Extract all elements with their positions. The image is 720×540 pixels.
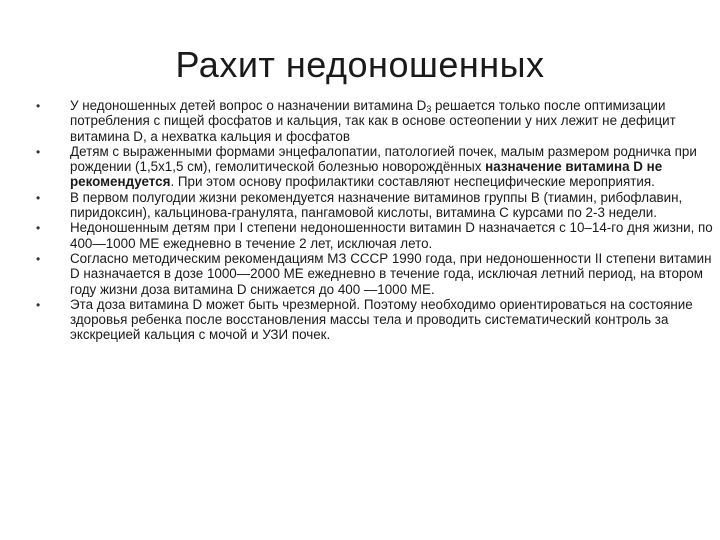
bullet-text-end: решается только после оптимизации потребления с пищей фосфатов и кальция, так как в основе остеопении у них лежит не дефицит витамина D, а нехватка кальция и фосфатов (70, 98, 676, 144)
bold-warning: назначение витамина D не рекомендуется (70, 159, 663, 190)
bullet-item (38, 220, 714, 251)
subscript: 3 (426, 104, 432, 114)
bullet-text-end: . При этом основу профилактики составляют неспецифические мероприятия. (170, 174, 655, 190)
bullet-dot-icon: • (36, 221, 41, 236)
bullet-item (38, 144, 714, 190)
bullet-list (38, 98, 714, 343)
bullet-item (38, 190, 714, 221)
bullet-item (38, 251, 714, 297)
bullet-text: Эта доза витамина D может быть чрезмерной. Поэтому необходимо ориентироваться на состояние здоровья ребенка после восстановления массы тела и проводить систематический контроль за экскрецией кальция с мочой и УЗИ почек. (70, 296, 693, 343)
bullet-dot-icon: • (36, 251, 41, 266)
bullet-dot-icon: • (36, 190, 41, 205)
slide-title: Рахит недоношенных (175, 44, 545, 85)
bullet-text: Согласно методическим рекомендациям МЗ СССР 1990 года, при недоношенности II степени витамин D назначается в дозе 1000—2000 МЕ ежедневно в течение года, исключая летний период, на втором году жизни доза витамина D снижается до 400 —1000 МЕ. (70, 250, 712, 297)
bullet-item (38, 98, 714, 144)
bullet-item (38, 297, 714, 343)
bullet-text-start: У недоношенных детей вопрос о назначении витамина D (70, 98, 427, 113)
bullet-dot-icon: • (36, 144, 41, 159)
bullet-text: Недоношенным детям при I степени недоношенности витамин D назначается с 10–14-го дня жизни, по 400—1000 МЕ ежедневно в течение 2 лет, исключая лето. (70, 220, 713, 251)
bullet-dot-icon: • (36, 297, 41, 312)
bullet-text-start: Детям с выраженными формами энцефалопатии, патологией почек, малым размером родничка при рождении (1,5х1,5 см), гемолитической болезнью новорождённых (70, 143, 697, 175)
bullet-text: В первом полугодии жизни рекомендуется назначение витаминов группы В (тиамин, рибофлавин, пиридоксин), кальцинова-гранулята, пангамовой кислоты, витамина С курсами по 2-3 недели. (70, 189, 683, 221)
bullet-dot-icon: • (36, 99, 41, 113)
